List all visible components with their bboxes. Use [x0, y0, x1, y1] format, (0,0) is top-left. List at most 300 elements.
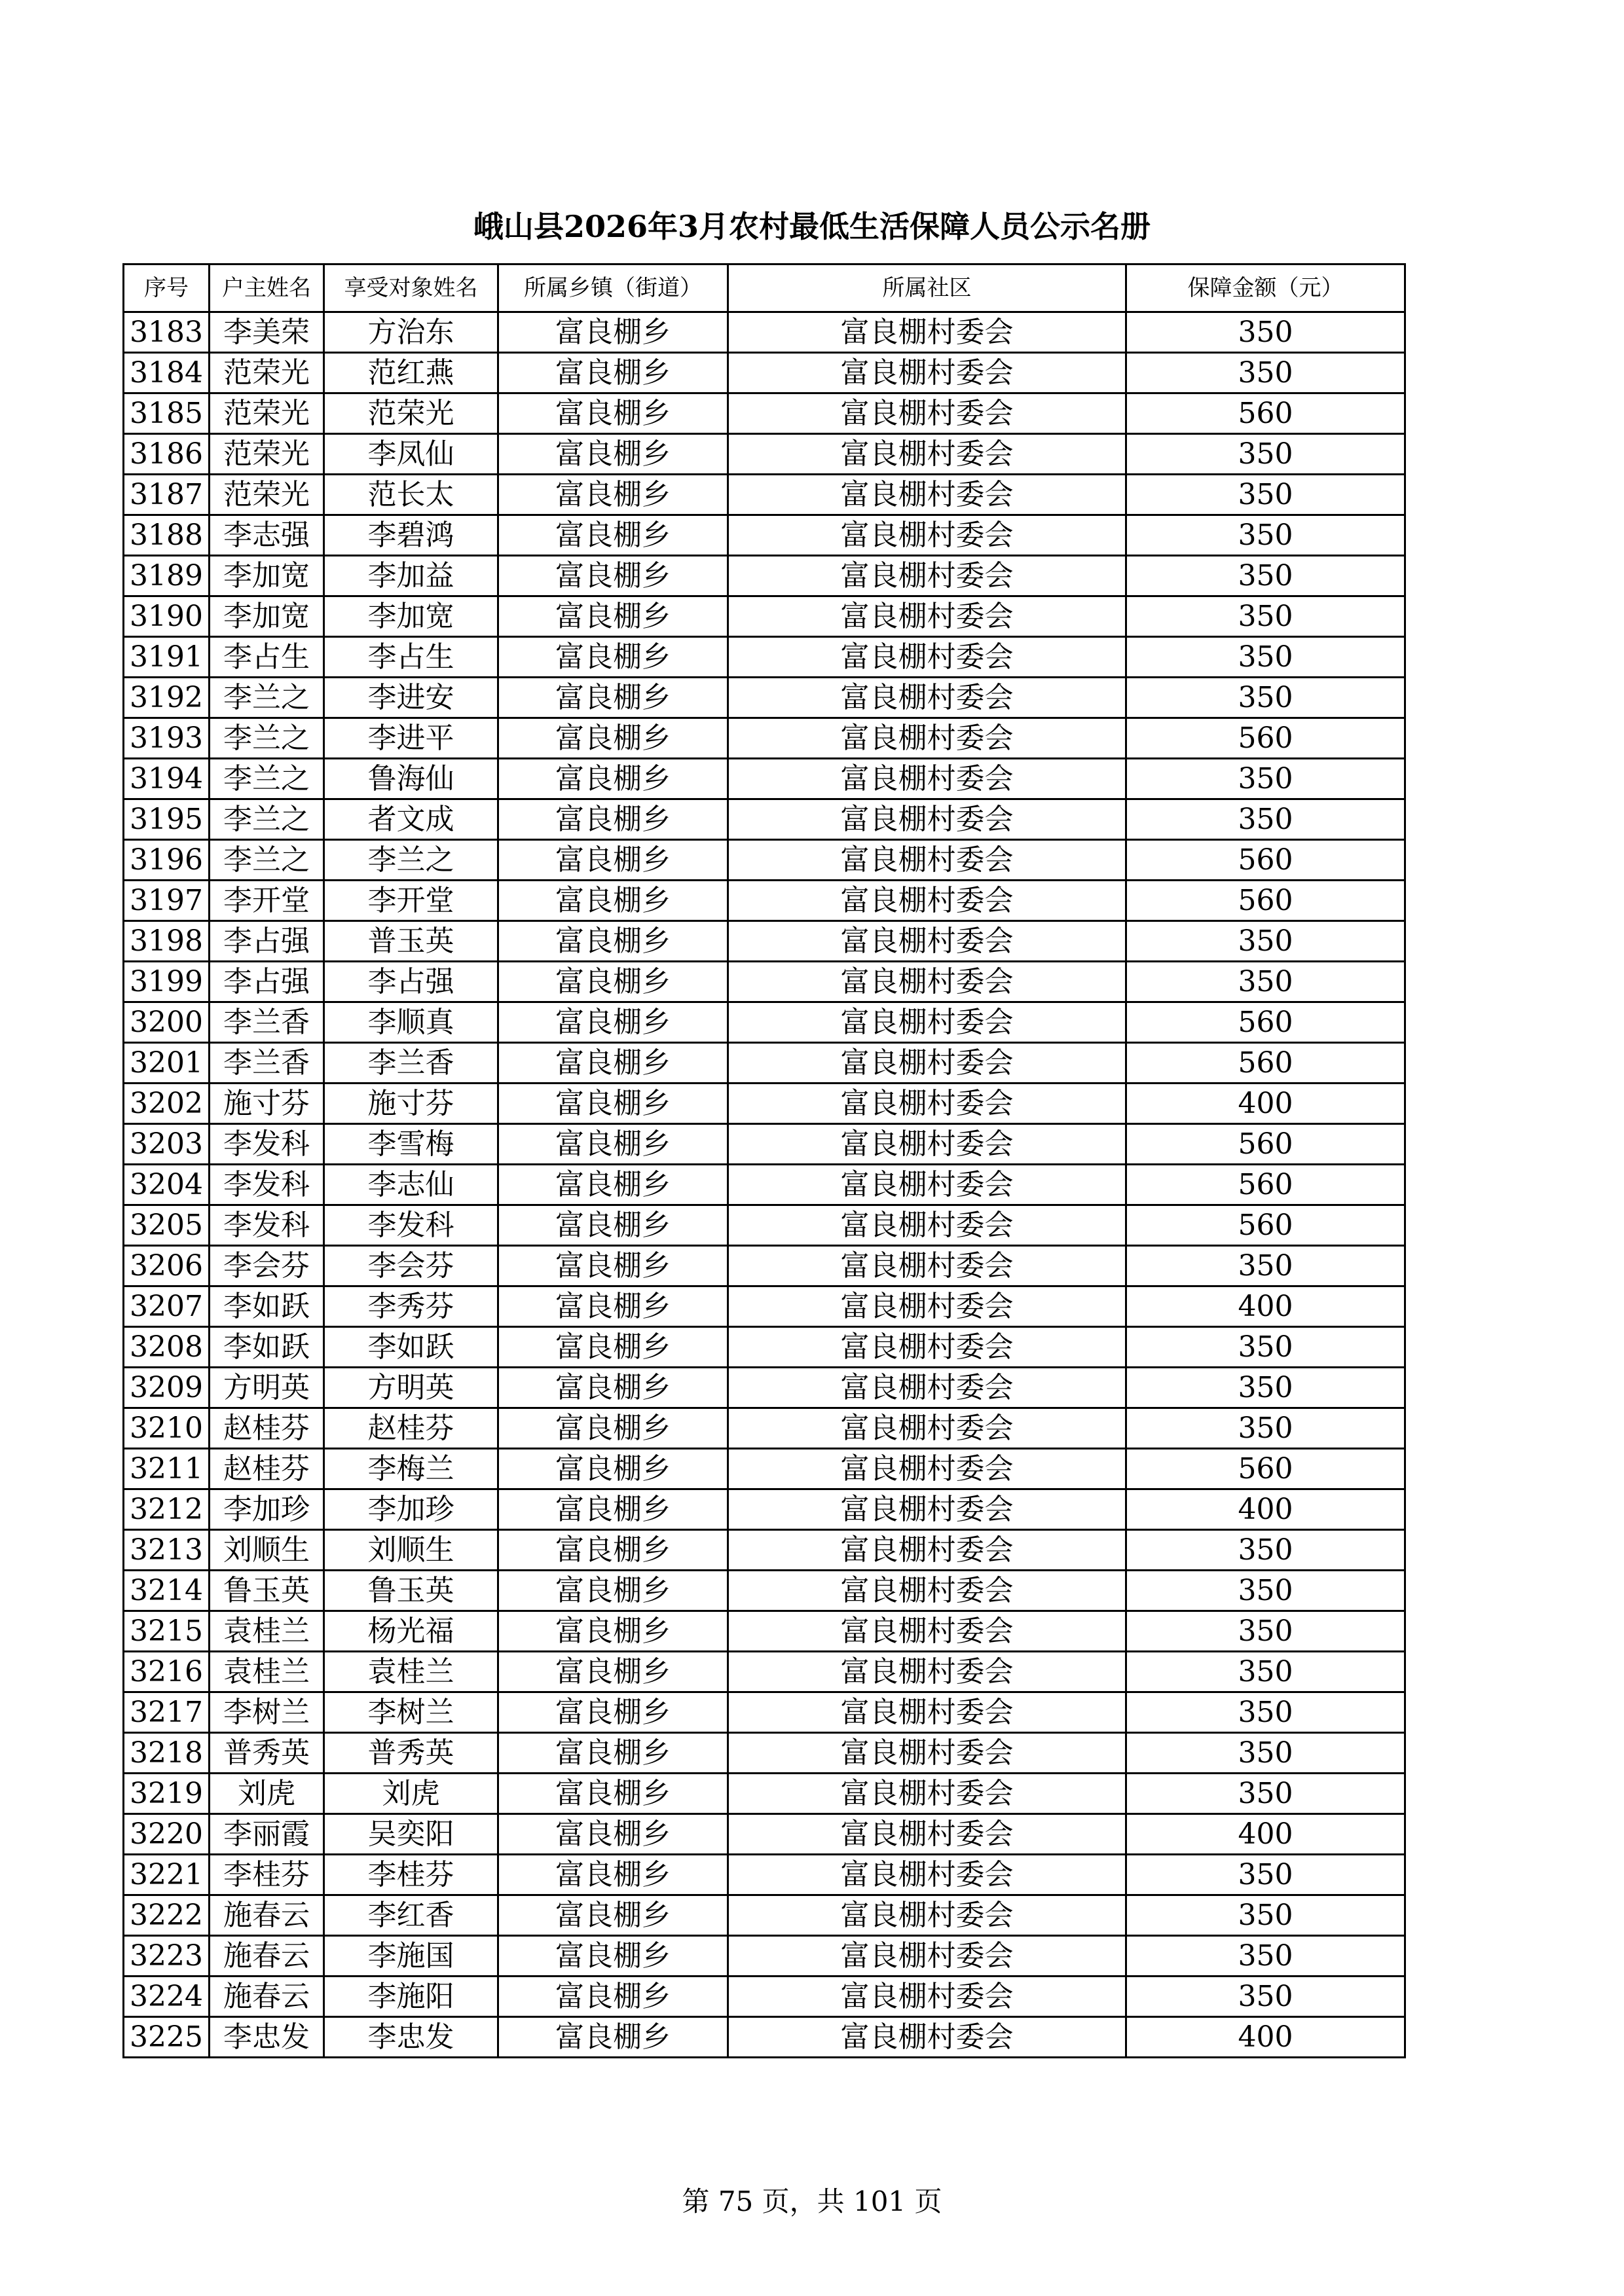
cell-seq: 3186: [124, 434, 210, 475]
cell-town: 富良棚乡: [498, 799, 728, 840]
cell-community: 富良棚村委会: [728, 1246, 1126, 1286]
cell-head-name: 施寸芬: [210, 1084, 324, 1124]
table-row: [124, 678, 1405, 718]
cell-beneficiary-name: 李桂芬: [324, 1855, 498, 1895]
cell-head-name: 李兰之: [210, 718, 324, 759]
cell-beneficiary-name: 普玉英: [324, 921, 498, 962]
cell-community: 富良棚村委会: [728, 1165, 1126, 1205]
cell-head-name: 李兰之: [210, 678, 324, 718]
cell-seq: 3187: [124, 475, 210, 515]
cell-head-name: 李会芬: [210, 1246, 324, 1286]
cell-head-name: 李发科: [210, 1205, 324, 1246]
cell-head-name: 李兰之: [210, 799, 324, 840]
cell-community: 富良棚村委会: [728, 556, 1126, 596]
cell-head-name: 李兰香: [210, 1043, 324, 1084]
cell-head-name: 施春云: [210, 1936, 324, 1977]
cell-beneficiary-name: 范荣光: [324, 393, 498, 434]
roster-table: [122, 263, 1406, 2058]
cell-beneficiary-name: 李顺真: [324, 1002, 498, 1043]
cell-town: 富良棚乡: [498, 475, 728, 515]
header-seq: 序号: [124, 264, 210, 312]
cell-amount: 560: [1126, 1002, 1405, 1043]
cell-amount: 350: [1126, 1530, 1405, 1571]
cell-seq: 3198: [124, 921, 210, 962]
cell-head-name: 普秀英: [210, 1733, 324, 1774]
cell-town: 富良棚乡: [498, 1855, 728, 1895]
cell-amount: 560: [1126, 1449, 1405, 1489]
cell-head-name: 李美荣: [210, 312, 324, 353]
table-row: [124, 1002, 1405, 1043]
cell-community: 富良棚村委会: [728, 718, 1126, 759]
cell-beneficiary-name: 李忠发: [324, 2017, 498, 2058]
cell-amount: 400: [1126, 2017, 1405, 2058]
cell-beneficiary-name: 李梅兰: [324, 1449, 498, 1489]
table-row: [124, 1652, 1405, 1692]
cell-seq: 3194: [124, 759, 210, 799]
cell-community: 富良棚村委会: [728, 1327, 1126, 1368]
cell-amount: 400: [1126, 1489, 1405, 1530]
cell-beneficiary-name: 李进安: [324, 678, 498, 718]
table-row: [124, 1895, 1405, 1936]
cell-amount: 350: [1126, 353, 1405, 393]
cell-head-name: 李桂芬: [210, 1855, 324, 1895]
cell-town: 富良棚乡: [498, 1165, 728, 1205]
header-head-name: 户主姓名: [210, 264, 324, 312]
cell-beneficiary-name: 李如跃: [324, 1327, 498, 1368]
cell-amount: 350: [1126, 678, 1405, 718]
cell-community: 富良棚村委会: [728, 1611, 1126, 1652]
cell-town: 富良棚乡: [498, 1084, 728, 1124]
cell-head-name: 范荣光: [210, 353, 324, 393]
cell-beneficiary-name: 李碧鸿: [324, 515, 498, 556]
cell-head-name: 李加宽: [210, 596, 324, 637]
cell-community: 富良棚村委会: [728, 1652, 1126, 1692]
table-row: [124, 840, 1405, 881]
cell-amount: 350: [1126, 1936, 1405, 1977]
cell-community: 富良棚村委会: [728, 1043, 1126, 1084]
header-amount: 保障金额（元）: [1126, 264, 1405, 312]
cell-town: 富良棚乡: [498, 1246, 728, 1286]
cell-head-name: 李树兰: [210, 1692, 324, 1733]
table-row: [124, 1489, 1405, 1530]
table-row: [124, 1855, 1405, 1895]
cell-town: 富良棚乡: [498, 1936, 728, 1977]
cell-head-name: 李如跃: [210, 1286, 324, 1327]
cell-community: 富良棚村委会: [728, 393, 1126, 434]
cell-beneficiary-name: 李兰香: [324, 1043, 498, 1084]
cell-town: 富良棚乡: [498, 1489, 728, 1530]
cell-seq: 3193: [124, 718, 210, 759]
cell-town: 富良棚乡: [498, 515, 728, 556]
cell-town: 富良棚乡: [498, 1977, 728, 2017]
cell-amount: 350: [1126, 1977, 1405, 2017]
cell-town: 富良棚乡: [498, 678, 728, 718]
cell-head-name: 袁桂兰: [210, 1611, 324, 1652]
table-body: [124, 312, 1405, 2058]
cell-community: 富良棚村委会: [728, 1205, 1126, 1246]
cell-seq: 3220: [124, 1814, 210, 1855]
cell-community: 富良棚村委会: [728, 2017, 1126, 2058]
cell-seq: 3199: [124, 962, 210, 1002]
cell-head-name: 赵桂芬: [210, 1449, 324, 1489]
table-row: [124, 596, 1405, 637]
cell-community: 富良棚村委会: [728, 434, 1126, 475]
cell-town: 富良棚乡: [498, 1286, 728, 1327]
cell-town: 富良棚乡: [498, 1368, 728, 1408]
cell-beneficiary-name: 李占生: [324, 637, 498, 678]
cell-beneficiary-name: 李开堂: [324, 881, 498, 921]
cell-seq: 3192: [124, 678, 210, 718]
cell-town: 富良棚乡: [498, 637, 728, 678]
cell-seq: 3196: [124, 840, 210, 881]
cell-community: 富良棚村委会: [728, 1571, 1126, 1611]
cell-seq: 3216: [124, 1652, 210, 1692]
cell-head-name: 鲁玉英: [210, 1571, 324, 1611]
cell-head-name: 范荣光: [210, 475, 324, 515]
cell-beneficiary-name: 刘顺生: [324, 1530, 498, 1571]
cell-town: 富良棚乡: [498, 2017, 728, 2058]
cell-head-name: 李发科: [210, 1165, 324, 1205]
cell-town: 富良棚乡: [498, 1530, 728, 1571]
cell-seq: 3223: [124, 1936, 210, 1977]
cell-seq: 3185: [124, 393, 210, 434]
cell-community: 富良棚村委会: [728, 1368, 1126, 1408]
cell-amount: 350: [1126, 475, 1405, 515]
cell-town: 富良棚乡: [498, 718, 728, 759]
table-row: [124, 1977, 1405, 2017]
table-row: [124, 637, 1405, 678]
cell-seq: 3225: [124, 2017, 210, 2058]
cell-town: 富良棚乡: [498, 1611, 728, 1652]
table-row: [124, 1733, 1405, 1774]
cell-amount: 350: [1126, 1774, 1405, 1814]
cell-seq: 3222: [124, 1895, 210, 1936]
cell-community: 富良棚村委会: [728, 312, 1126, 353]
cell-community: 富良棚村委会: [728, 1936, 1126, 1977]
cell-seq: 3197: [124, 881, 210, 921]
cell-community: 富良棚村委会: [728, 1692, 1126, 1733]
table-row: [124, 1043, 1405, 1084]
cell-beneficiary-name: 李兰之: [324, 840, 498, 881]
cell-head-name: 李兰香: [210, 1002, 324, 1043]
cell-head-name: 李占强: [210, 962, 324, 1002]
cell-amount: 350: [1126, 759, 1405, 799]
header-row: [124, 264, 1405, 312]
table-row: [124, 1327, 1405, 1368]
cell-head-name: 刘顺生: [210, 1530, 324, 1571]
cell-community: 富良棚村委会: [728, 515, 1126, 556]
table-row: [124, 353, 1405, 393]
cell-amount: 400: [1126, 1084, 1405, 1124]
table-row: [124, 1165, 1405, 1205]
cell-town: 富良棚乡: [498, 921, 728, 962]
table-row: [124, 1692, 1405, 1733]
table-row: [124, 393, 1405, 434]
table-row: [124, 1084, 1405, 1124]
cell-seq: 3202: [124, 1084, 210, 1124]
table-row: [124, 312, 1405, 353]
cell-seq: 3212: [124, 1489, 210, 1530]
cell-head-name: 李忠发: [210, 2017, 324, 2058]
table-row: [124, 799, 1405, 840]
table-header: [124, 264, 1405, 312]
cell-town: 富良棚乡: [498, 1571, 728, 1611]
cell-seq: 3203: [124, 1124, 210, 1165]
cell-seq: 3209: [124, 1368, 210, 1408]
cell-amount: 350: [1126, 637, 1405, 678]
cell-town: 富良棚乡: [498, 556, 728, 596]
cell-seq: 3218: [124, 1733, 210, 1774]
cell-beneficiary-name: 李雪梅: [324, 1124, 498, 1165]
cell-amount: 350: [1126, 1408, 1405, 1449]
cell-beneficiary-name: 范红燕: [324, 353, 498, 393]
cell-seq: 3211: [124, 1449, 210, 1489]
cell-amount: 350: [1126, 1611, 1405, 1652]
cell-head-name: 李兰之: [210, 759, 324, 799]
cell-town: 富良棚乡: [498, 840, 728, 881]
table-row: [124, 881, 1405, 921]
cell-amount: 560: [1126, 718, 1405, 759]
cell-town: 富良棚乡: [498, 881, 728, 921]
cell-beneficiary-name: 吴奕阳: [324, 1814, 498, 1855]
cell-amount: 350: [1126, 1571, 1405, 1611]
table-row: [124, 1571, 1405, 1611]
cell-community: 富良棚村委会: [728, 596, 1126, 637]
cell-head-name: 李发科: [210, 1124, 324, 1165]
cell-seq: 3188: [124, 515, 210, 556]
cell-seq: 3200: [124, 1002, 210, 1043]
cell-seq: 3214: [124, 1571, 210, 1611]
cell-community: 富良棚村委会: [728, 759, 1126, 799]
cell-head-name: 范荣光: [210, 434, 324, 475]
table-row: [124, 1205, 1405, 1246]
cell-town: 富良棚乡: [498, 1043, 728, 1084]
cell-head-name: 李占生: [210, 637, 324, 678]
cell-community: 富良棚村委会: [728, 1286, 1126, 1327]
cell-beneficiary-name: 方明英: [324, 1368, 498, 1408]
cell-seq: 3221: [124, 1855, 210, 1895]
cell-town: 富良棚乡: [498, 1002, 728, 1043]
cell-head-name: 李志强: [210, 515, 324, 556]
table-row: [124, 1408, 1405, 1449]
header-beneficiary-name: 享受对象姓名: [324, 264, 498, 312]
cell-town: 富良棚乡: [498, 1327, 728, 1368]
table-row: [124, 475, 1405, 515]
cell-head-name: 李加宽: [210, 556, 324, 596]
cell-seq: 3210: [124, 1408, 210, 1449]
cell-amount: 560: [1126, 1205, 1405, 1246]
table-row: [124, 2017, 1405, 2058]
cell-head-name: 施春云: [210, 1895, 324, 1936]
cell-amount: 560: [1126, 881, 1405, 921]
cell-town: 富良棚乡: [498, 962, 728, 1002]
cell-town: 富良棚乡: [498, 1652, 728, 1692]
cell-head-name: 李如跃: [210, 1327, 324, 1368]
cell-community: 富良棚村委会: [728, 637, 1126, 678]
table-row: [124, 1449, 1405, 1489]
cell-beneficiary-name: 范长太: [324, 475, 498, 515]
cell-seq: 3201: [124, 1043, 210, 1084]
table-row: [124, 1611, 1405, 1652]
cell-town: 富良棚乡: [498, 1205, 728, 1246]
cell-head-name: 李占强: [210, 921, 324, 962]
cell-town: 富良棚乡: [498, 1895, 728, 1936]
cell-community: 富良棚村委会: [728, 678, 1126, 718]
cell-beneficiary-name: 普秀英: [324, 1733, 498, 1774]
cell-beneficiary-name: 者文成: [324, 799, 498, 840]
table-row: [124, 434, 1405, 475]
header-town: 所属乡镇（街道）: [498, 264, 728, 312]
cell-head-name: 范荣光: [210, 393, 324, 434]
cell-amount: 560: [1126, 1165, 1405, 1205]
page-footer: 第 75 页，共 101 页: [682, 2185, 942, 2217]
cell-amount: 350: [1126, 921, 1405, 962]
cell-beneficiary-name: 鲁玉英: [324, 1571, 498, 1611]
cell-beneficiary-name: 袁桂兰: [324, 1652, 498, 1692]
cell-beneficiary-name: 李施国: [324, 1936, 498, 1977]
cell-town: 富良棚乡: [498, 596, 728, 637]
cell-seq: 3191: [124, 637, 210, 678]
cell-beneficiary-name: 施寸芬: [324, 1084, 498, 1124]
header-community: 所属社区: [728, 264, 1126, 312]
cell-beneficiary-name: 鲁海仙: [324, 759, 498, 799]
cell-community: 富良棚村委会: [728, 1530, 1126, 1571]
cell-seq: 3219: [124, 1774, 210, 1814]
cell-town: 富良棚乡: [498, 434, 728, 475]
cell-amount: 560: [1126, 393, 1405, 434]
cell-amount: 350: [1126, 1692, 1405, 1733]
table-row: [124, 1286, 1405, 1327]
cell-amount: 350: [1126, 799, 1405, 840]
cell-community: 富良棚村委会: [728, 1408, 1126, 1449]
cell-head-name: 李兰之: [210, 840, 324, 881]
table-row: [124, 1774, 1405, 1814]
cell-community: 富良棚村委会: [728, 921, 1126, 962]
cell-beneficiary-name: 李红香: [324, 1895, 498, 1936]
cell-seq: 3208: [124, 1327, 210, 1368]
page-title: 峨山县2026年3月农村最低生活保障人员公示名册: [473, 209, 1151, 244]
cell-amount: 350: [1126, 1246, 1405, 1286]
cell-amount: 350: [1126, 1733, 1405, 1774]
cell-amount: 400: [1126, 1814, 1405, 1855]
cell-community: 富良棚村委会: [728, 1002, 1126, 1043]
cell-beneficiary-name: 李加益: [324, 556, 498, 596]
cell-community: 富良棚村委会: [728, 1977, 1126, 2017]
cell-community: 富良棚村委会: [728, 1733, 1126, 1774]
cell-beneficiary-name: 李树兰: [324, 1692, 498, 1733]
cell-seq: 3217: [124, 1692, 210, 1733]
cell-town: 富良棚乡: [498, 759, 728, 799]
cell-head-name: 李加珍: [210, 1489, 324, 1530]
cell-town: 富良棚乡: [498, 1449, 728, 1489]
cell-beneficiary-name: 方治东: [324, 312, 498, 353]
cell-amount: 350: [1126, 1855, 1405, 1895]
cell-town: 富良棚乡: [498, 1733, 728, 1774]
cell-community: 富良棚村委会: [728, 881, 1126, 921]
cell-seq: 3206: [124, 1246, 210, 1286]
cell-amount: 350: [1126, 962, 1405, 1002]
cell-community: 富良棚村委会: [728, 353, 1126, 393]
cell-seq: 3195: [124, 799, 210, 840]
cell-community: 富良棚村委会: [728, 962, 1126, 1002]
cell-amount: 400: [1126, 1286, 1405, 1327]
table-row: [124, 759, 1405, 799]
table-row: [124, 718, 1405, 759]
cell-seq: 3205: [124, 1205, 210, 1246]
table-row: [124, 1530, 1405, 1571]
cell-head-name: 李开堂: [210, 881, 324, 921]
table-row: [124, 515, 1405, 556]
cell-community: 富良棚村委会: [728, 1855, 1126, 1895]
cell-seq: 3184: [124, 353, 210, 393]
cell-head-name: 方明英: [210, 1368, 324, 1408]
cell-town: 富良棚乡: [498, 1408, 728, 1449]
cell-seq: 3224: [124, 1977, 210, 2017]
cell-amount: 350: [1126, 1327, 1405, 1368]
cell-beneficiary-name: 杨光福: [324, 1611, 498, 1652]
cell-head-name: 李丽霞: [210, 1814, 324, 1855]
cell-head-name: 赵桂芬: [210, 1408, 324, 1449]
cell-beneficiary-name: 李占强: [324, 962, 498, 1002]
cell-seq: 3213: [124, 1530, 210, 1571]
cell-community: 富良棚村委会: [728, 1895, 1126, 1936]
cell-beneficiary-name: 李会芬: [324, 1246, 498, 1286]
cell-beneficiary-name: 李秀芬: [324, 1286, 498, 1327]
cell-beneficiary-name: 李加珍: [324, 1489, 498, 1530]
cell-beneficiary-name: 李加宽: [324, 596, 498, 637]
cell-town: 富良棚乡: [498, 393, 728, 434]
cell-amount: 350: [1126, 1895, 1405, 1936]
cell-town: 富良棚乡: [498, 353, 728, 393]
cell-amount: 350: [1126, 434, 1405, 475]
cell-amount: 350: [1126, 556, 1405, 596]
table-row: [124, 1368, 1405, 1408]
table-row: [124, 1124, 1405, 1165]
cell-head-name: 施春云: [210, 1977, 324, 2017]
cell-beneficiary-name: 赵桂芬: [324, 1408, 498, 1449]
cell-community: 富良棚村委会: [728, 1774, 1126, 1814]
table-row: [124, 1936, 1405, 1977]
cell-beneficiary-name: 李进平: [324, 718, 498, 759]
table-row: [124, 1246, 1405, 1286]
cell-town: 富良棚乡: [498, 312, 728, 353]
cell-seq: 3215: [124, 1611, 210, 1652]
cell-amount: 350: [1126, 1652, 1405, 1692]
cell-town: 富良棚乡: [498, 1692, 728, 1733]
cell-town: 富良棚乡: [498, 1124, 728, 1165]
cell-community: 富良棚村委会: [728, 799, 1126, 840]
cell-head-name: 刘虎: [210, 1774, 324, 1814]
cell-amount: 350: [1126, 515, 1405, 556]
cell-community: 富良棚村委会: [728, 1814, 1126, 1855]
table-row: [124, 1814, 1405, 1855]
cell-community: 富良棚村委会: [728, 1489, 1126, 1530]
cell-community: 富良棚村委会: [728, 475, 1126, 515]
cell-amount: 350: [1126, 1368, 1405, 1408]
table-row: [124, 921, 1405, 962]
cell-seq: 3207: [124, 1286, 210, 1327]
cell-seq: 3204: [124, 1165, 210, 1205]
cell-community: 富良棚村委会: [728, 1124, 1126, 1165]
cell-amount: 350: [1126, 596, 1405, 637]
cell-beneficiary-name: 刘虎: [324, 1774, 498, 1814]
cell-beneficiary-name: 李施阳: [324, 1977, 498, 2017]
cell-seq: 3183: [124, 312, 210, 353]
cell-town: 富良棚乡: [498, 1774, 728, 1814]
cell-amount: 350: [1126, 312, 1405, 353]
cell-town: 富良棚乡: [498, 1814, 728, 1855]
cell-seq: 3190: [124, 596, 210, 637]
